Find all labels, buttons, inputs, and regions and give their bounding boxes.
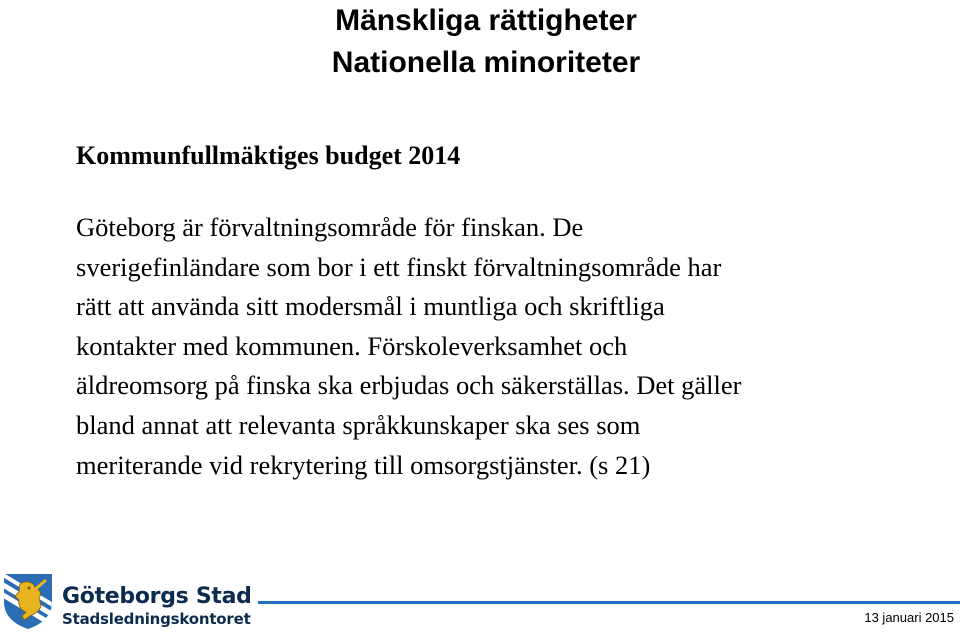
body-line-7: meriterande vid rekrytering till omsorgstjänster. (s 21): [76, 449, 651, 480]
title-line-2: Nationella minoriteter: [331, 46, 641, 79]
brand: [62, 584, 252, 628]
body-line-2: sverigefinländare som bor i ett finskt förvaltningsområde har: [76, 251, 722, 282]
body-line-3: rätt att använda sitt modersmål i muntliga och skriftliga: [76, 291, 665, 322]
body-paragraph: [76, 208, 926, 485]
page-title: [0, 0, 960, 84]
footer-date: 13 januari 2015: [864, 610, 954, 625]
brand-name: Göteborgs Stad: [62, 584, 252, 609]
footer-divider: [258, 601, 960, 604]
body-line-6: bland annat att relevanta språkkunskaper ska ses som: [76, 409, 641, 440]
city-coat-of-arms-icon: [2, 572, 54, 630]
body-line-4: kontakter med kommunen. Förskoleverksamhet och: [76, 330, 628, 361]
brand-department: Stadsledningskontoret: [62, 610, 251, 628]
body-line-1: Göteborg är förvaltningsområde för finskan. De: [76, 212, 584, 242]
title-line-1: Mänskliga rättigheter: [335, 4, 637, 37]
body-line-5: äldreomsorg på finska ska erbjudas och säkerställas. Det gäller: [76, 370, 742, 401]
subtitle: Kommunfullmäktiges budget 2014: [76, 141, 461, 170]
